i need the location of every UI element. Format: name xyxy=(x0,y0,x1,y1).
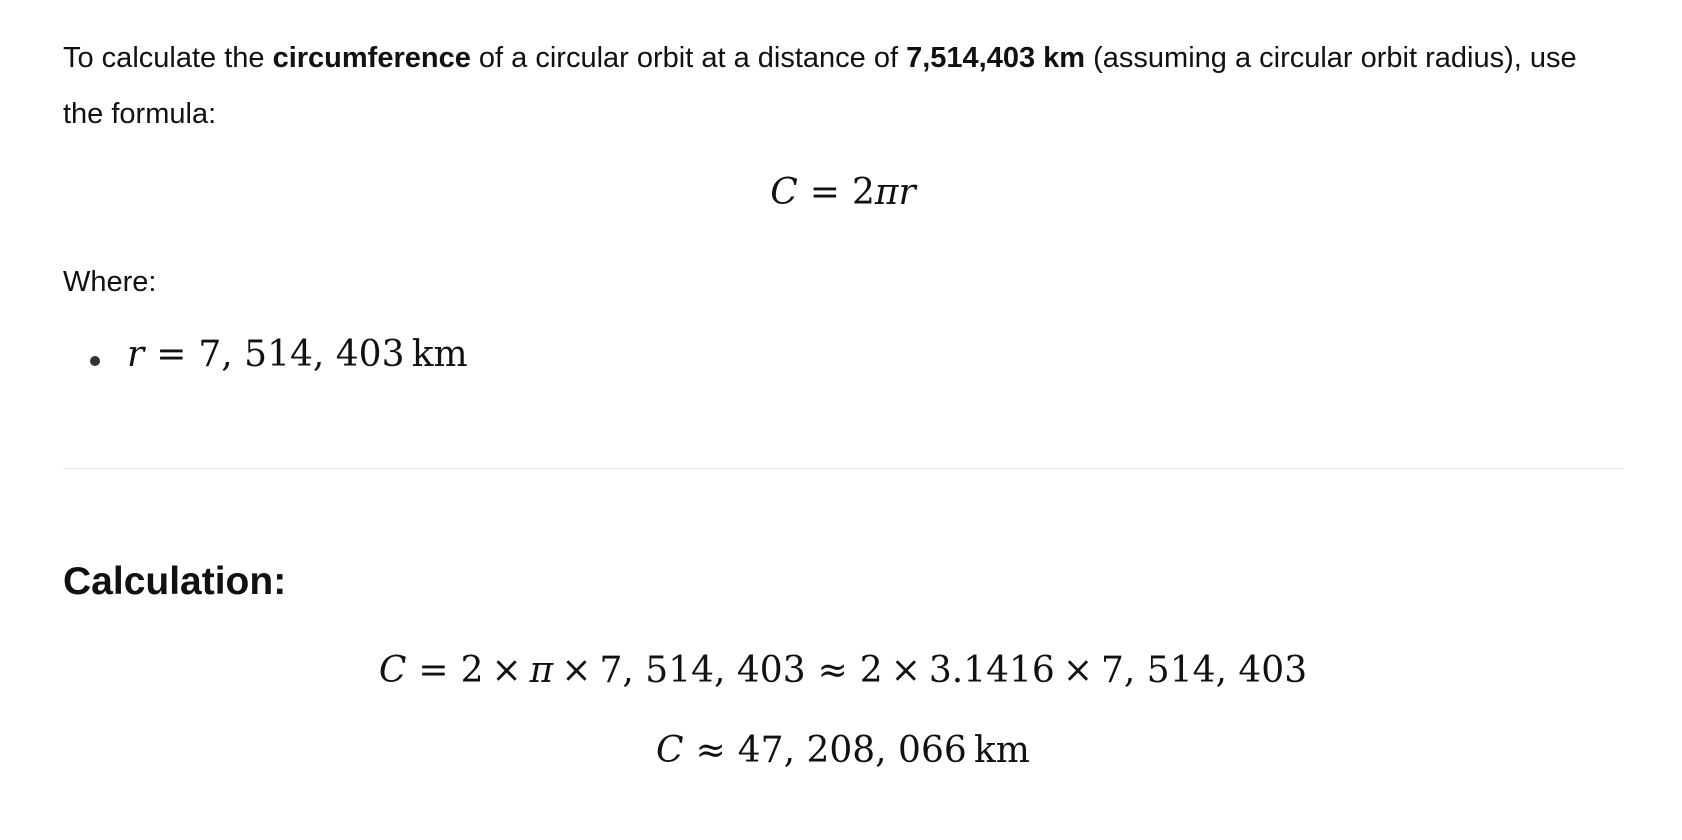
intro-text-2: of a circular orbit at a distance of xyxy=(470,42,907,74)
formula-lhs: C xyxy=(770,172,798,213)
calc1-times-3: × xyxy=(890,650,921,691)
calc1-pi: π xyxy=(529,650,554,691)
calc1-lhs: C xyxy=(378,650,407,691)
calc1-term-1: 2 xyxy=(460,650,484,691)
variable-value: 7, 514, 403 xyxy=(198,334,405,375)
variable-unit: km xyxy=(411,334,468,375)
calc1-times-1: × xyxy=(491,650,522,691)
formula-coefficient: 2 xyxy=(851,172,875,213)
intro-text-1: To calculate the xyxy=(63,42,273,74)
circumference-formula xyxy=(63,172,1623,213)
calc2-approx: ≈ xyxy=(695,730,726,771)
calc1-equals: = xyxy=(418,650,449,691)
variable-list xyxy=(63,334,468,375)
variable-item-radius xyxy=(63,334,468,375)
formula-equals: = xyxy=(809,172,840,213)
variable-symbol: r xyxy=(127,334,145,375)
section-divider xyxy=(63,468,1623,469)
intro-text-3: (assuming a circular orbit radius), use the formula: xyxy=(63,42,1577,130)
calculation-line-2 xyxy=(63,730,1623,771)
calc1-times-2: × xyxy=(561,650,592,691)
calc1-times-4: × xyxy=(1062,650,1094,691)
where-label: Where: xyxy=(63,266,157,298)
intro-bold-distance: 7,514,403 km xyxy=(906,42,1086,74)
bullet-icon xyxy=(90,356,100,366)
variable-equals: = xyxy=(156,334,187,375)
intro-paragraph xyxy=(63,30,1623,142)
calculation-line-1 xyxy=(63,650,1623,691)
calc2-lhs: C xyxy=(656,730,684,771)
intro-bold-circumference: circumference xyxy=(272,42,471,74)
calc2-value: 47, 208, 066 xyxy=(737,730,967,771)
calc1-term-3: 7, 514, 403 xyxy=(599,650,806,691)
calc1-term-5: 3.1416 xyxy=(928,650,1055,691)
calc1-approx: ≈ xyxy=(817,650,848,691)
calculation-heading: Calculation: xyxy=(63,560,287,603)
calc1-term-6: 7, 514, 403 xyxy=(1101,650,1308,691)
formula-radius: r xyxy=(898,172,916,213)
calc1-term-4: 2 xyxy=(859,650,883,691)
formula-pi: π xyxy=(874,172,899,213)
calc2-unit: km xyxy=(973,730,1030,771)
